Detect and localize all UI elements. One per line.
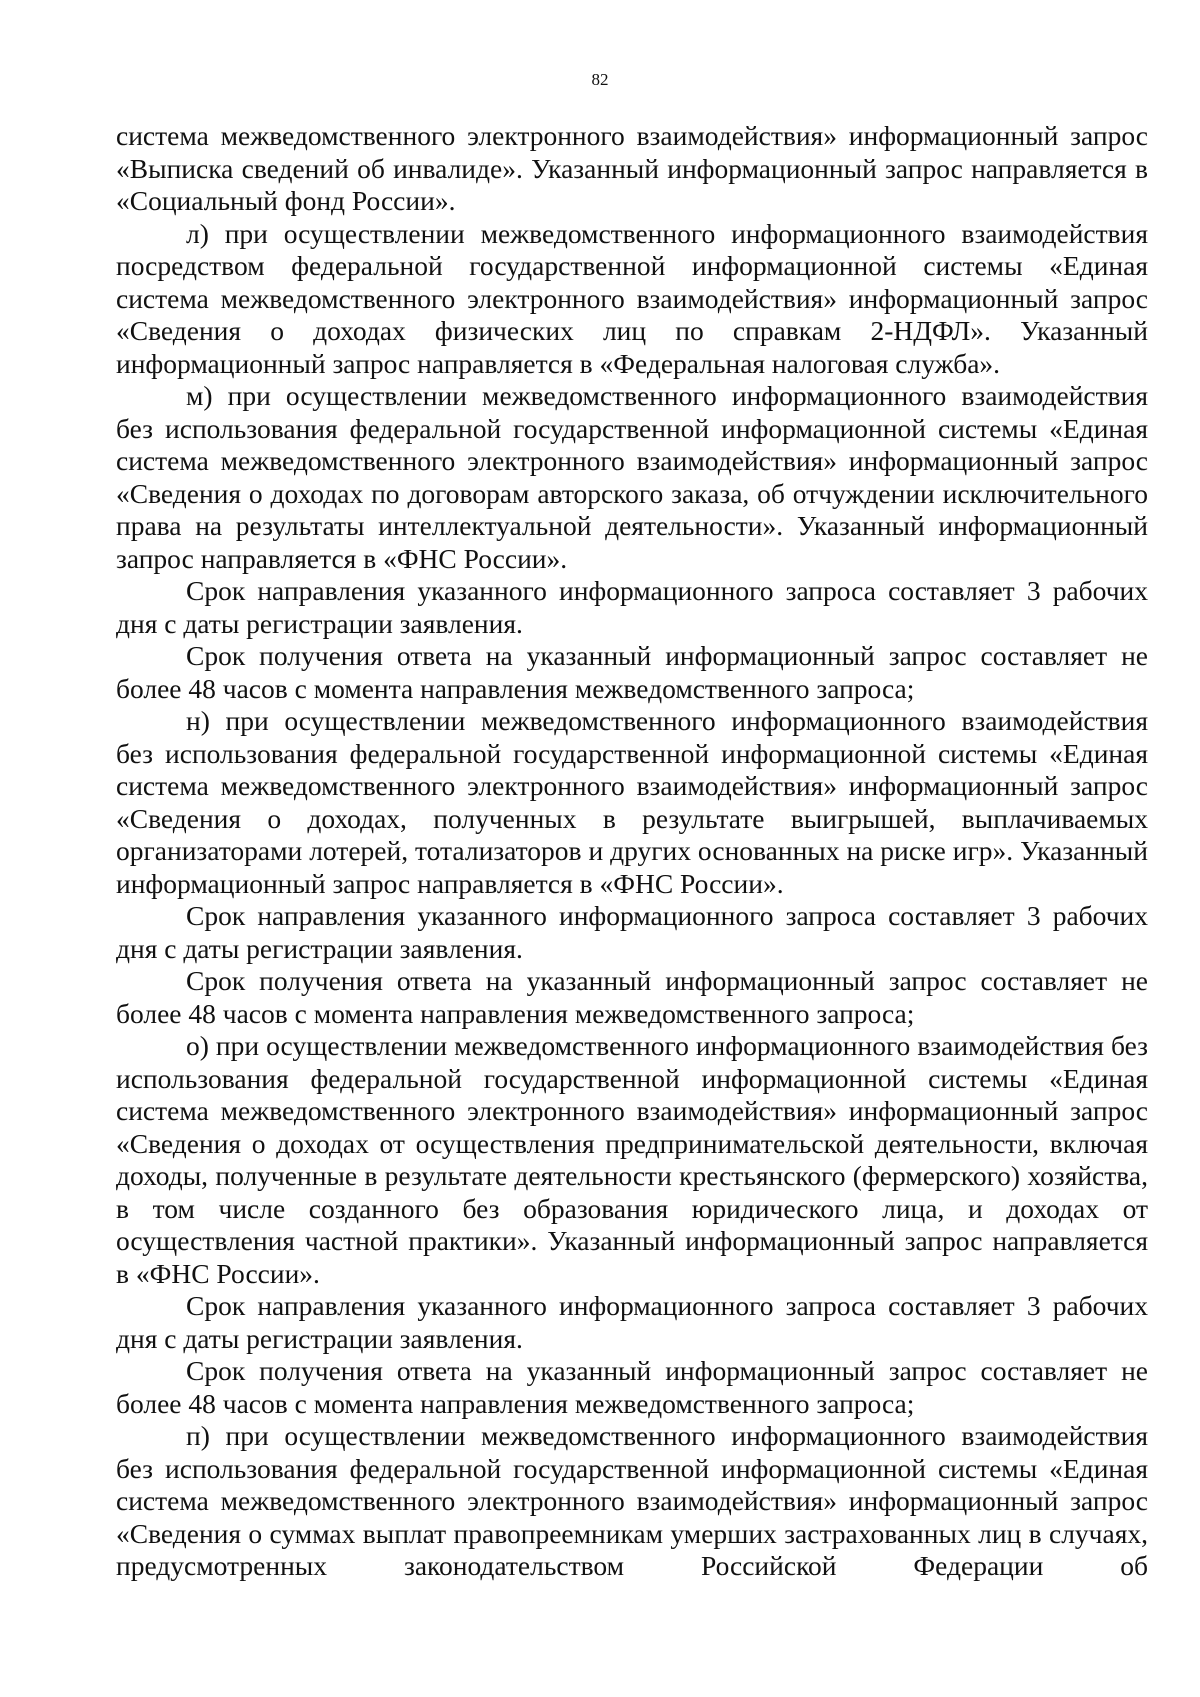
document-body — [116, 120, 1148, 1583]
paragraph-send-deadline: Срок направления указанного информационного запроса составляет 3 рабочих дня с даты регистрации заявления. — [116, 900, 1148, 964]
paragraph-response-deadline: Срок получения ответа на указанный информационный запрос составляет не более 48 часов с момента направления межведомственного запроса; — [116, 640, 1148, 704]
paragraph-response-deadline: Срок получения ответа на указанный информационный запрос составляет не более 48 часов с момента направления межведомственного запроса; — [116, 965, 1148, 1029]
paragraph-send-deadline: Срок направления указанного информационного запроса составляет 3 рабочих дня с даты регистрации заявления. — [116, 1290, 1148, 1354]
page-number: 82 — [591, 70, 609, 89]
paragraph-continuation: система межведомственного электронного взаимодействия» информационный запрос «Выписка сведений об инвалиде». Указанный информационный запрос направляется в «Социальный фонд России». — [116, 120, 1148, 216]
paragraph-item-l: л) при осуществлении межведомственного информационного взаимодействия посредством федеральной государственной информационной системы «Единая система межведомственного электронного взаимодействия» информационный запрос «Сведения о доходах физических лиц по справкам 2-НДФЛ». Указанный информационный запрос направляется в «Федеральная налоговая служба». — [116, 217, 1148, 379]
paragraph-response-deadline: Срок получения ответа на указанный информационный запрос составляет не более 48 часов с момента направления межведомственного запроса; — [116, 1355, 1148, 1419]
paragraph-item-m: м) при осуществлении межведомственного информационного взаимодействия без использования федеральной государственной информационной системы «Единая система межведомственного электронного взаимодействия» информационный запрос «Сведения о доходах по договорам авторского заказа, об отчуждении исключительного права на результаты интеллектуальной деятельности». Указанный информационный запрос направляется в «ФНС России». — [116, 380, 1148, 574]
paragraph-item-o: о) при осуществлении межведомственного информационного взаимодействия без использования федеральной государственной информационной системы «Единая система межведомственного электронного взаимодействия» информационный запрос «Сведения о доходах от осуществления предпринимательской деятельности, включая доходы, полученные в результате деятельности крестьянского (фермерского) хозяйства, в том числе созданного без образования юридического лица, и доходах от осуществления частной практики». Указанный информационный запрос направляется в «ФНС России». — [116, 1030, 1148, 1289]
paragraph-send-deadline: Срок направления указанного информационного запроса составляет 3 рабочих дня с даты регистрации заявления. — [116, 575, 1148, 639]
paragraph-item-n: н) при осуществлении межведомственного информационного взаимодействия без использования федеральной государственной информационной системы «Единая система межведомственного электронного взаимодействия» информационный запрос «Сведения о доходах, полученных в результате выигрышей, выплачиваемых организаторами лотерей, тотализаторов и других основанных на риске игр». Указанный информационный запрос направляется в «ФНС России». — [116, 705, 1148, 899]
paragraph-item-p: п) при осуществлении межведомственного информационного взаимодействия без использования федеральной государственной информационной системы «Единая система межведомственного электронного взаимодействия» информационный запрос «Сведения о суммах выплат правопреемникам умерших застрахованных лиц в случаях, предусмотренных законодательством Российской Федерации об — [116, 1420, 1148, 1581]
